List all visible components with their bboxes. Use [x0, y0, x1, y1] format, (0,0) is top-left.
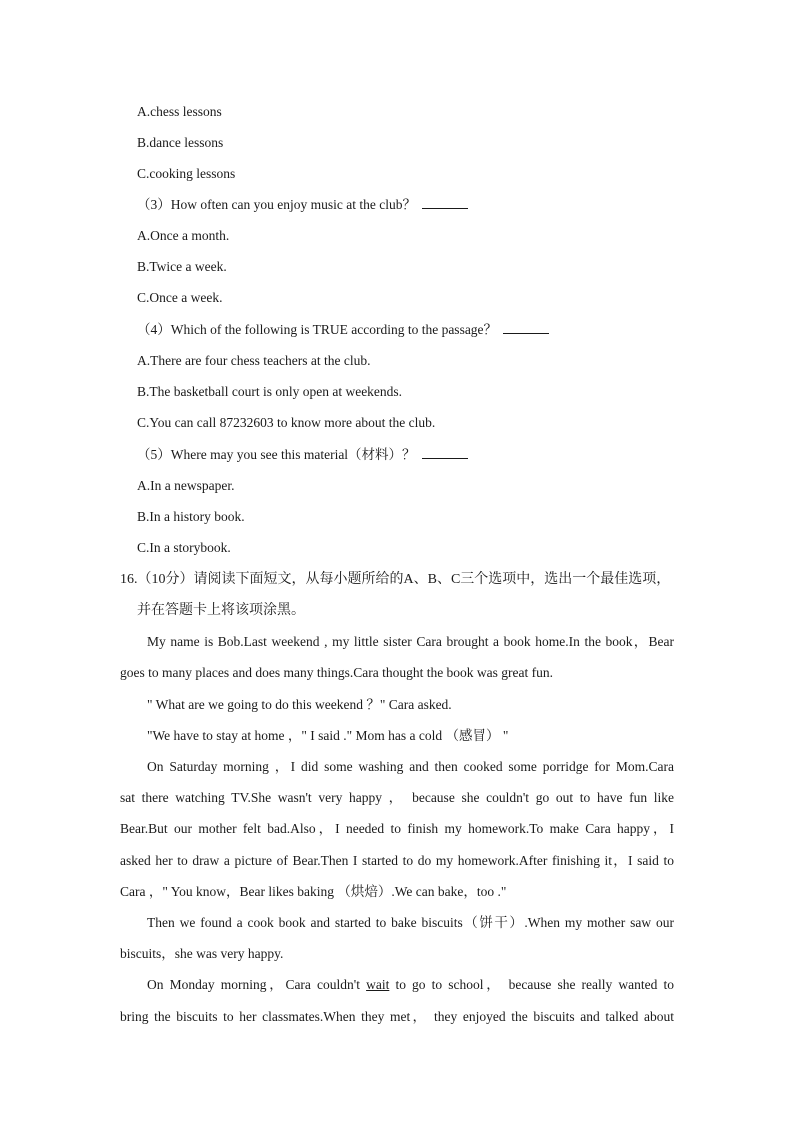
- passage-para5-line2: biscuits，she was very happy.: [120, 946, 284, 961]
- q5-stem-text: （5）Where may you see this material（材料）？: [137, 447, 416, 462]
- q3-option-b: B.Twice a week.: [137, 259, 227, 274]
- passage-para5-line1: Then we found a cook book and started to bake biscuits（饼干）.When my mother saw our: [147, 915, 674, 930]
- passage-para1-line1: My name is Bob.Last weekend , my little sister Cara brought a book home.In the book，Bear: [147, 634, 674, 649]
- q2-option-b: B.dance lessons: [137, 135, 224, 150]
- q4-option-c: C.You can call 87232603 to know more about the club.: [137, 415, 436, 430]
- q16-heading-cont: 并在答题卡上将该项涂黑。: [137, 603, 305, 618]
- passage-para6-line2: bring the biscuits to her classmates.When they met， they enjoyed the biscuits and talked about: [120, 1009, 674, 1024]
- q2-option-a: A.chess lessons: [137, 104, 222, 119]
- passage-para4-line2: sat there watching TV.She wasn't very happy ， because she couldn't go out to have fun like: [120, 790, 674, 805]
- q3-option-a: A.Once a month.: [137, 228, 230, 243]
- q5-answer-blank: [422, 446, 468, 459]
- q5-option-c: C.In a storybook.: [137, 540, 231, 555]
- passage-para4-line3: Bear.But our mother felt bad.Also，I needed to finish my homework.To make Cara happy，I: [120, 821, 674, 836]
- q3-answer-blank: [422, 196, 468, 209]
- para6-text-b: to go to school， because she really wanted to: [389, 977, 674, 992]
- q4-stem-text: （4）Which of the following is TRUE according to the passage？: [137, 322, 498, 337]
- q16-heading: 16.（10分）请阅读下面短文，从每小题所给的A、B、C三个选项中，选出一个最佳选项，: [120, 572, 671, 587]
- q2-option-c: C.cooking lessons: [137, 166, 236, 181]
- passage-para6-line1: [147, 976, 674, 994]
- q5-option-a: A.In a newspaper.: [137, 478, 235, 493]
- q5-stem: [137, 446, 468, 464]
- q5-option-b: B.In a history book.: [137, 509, 245, 524]
- q4-answer-blank: [503, 321, 549, 334]
- passage-para3: "We have to stay at home ，" I said ." Mom has a cold （感冒） ": [147, 728, 509, 743]
- underlined-word-wait: wait: [366, 977, 390, 992]
- q4-option-b: B.The basketball court is only open at weekends.: [137, 384, 403, 399]
- para6-text-a: On Monday morning，Cara couldn't: [147, 977, 367, 992]
- passage-para1-line2: goes to many places and does many things.Cara thought the book was great fun.: [120, 665, 554, 680]
- q3-stem-text: （3）How often can you enjoy music at the club？: [137, 197, 416, 212]
- q4-option-a: A.There are four chess teachers at the club.: [137, 353, 371, 368]
- passage-para2: " What are we going to do this weekend ？" Cara asked.: [147, 697, 452, 712]
- q3-option-c: C.Once a week.: [137, 290, 223, 305]
- passage-para4-line4: asked her to draw a picture of Bear.Then I started to do my homework.After finishing it，I said to: [120, 853, 674, 868]
- passage-para4-line5: Cara ，" You know，Bear likes baking （烘焙）.We can bake，too .": [120, 884, 507, 899]
- q3-stem: [137, 196, 468, 214]
- q4-stem: [137, 321, 549, 339]
- passage-para4-line1: On Saturday morning ，I did some washing and then cooked some porridge for Mom.Cara: [147, 759, 674, 774]
